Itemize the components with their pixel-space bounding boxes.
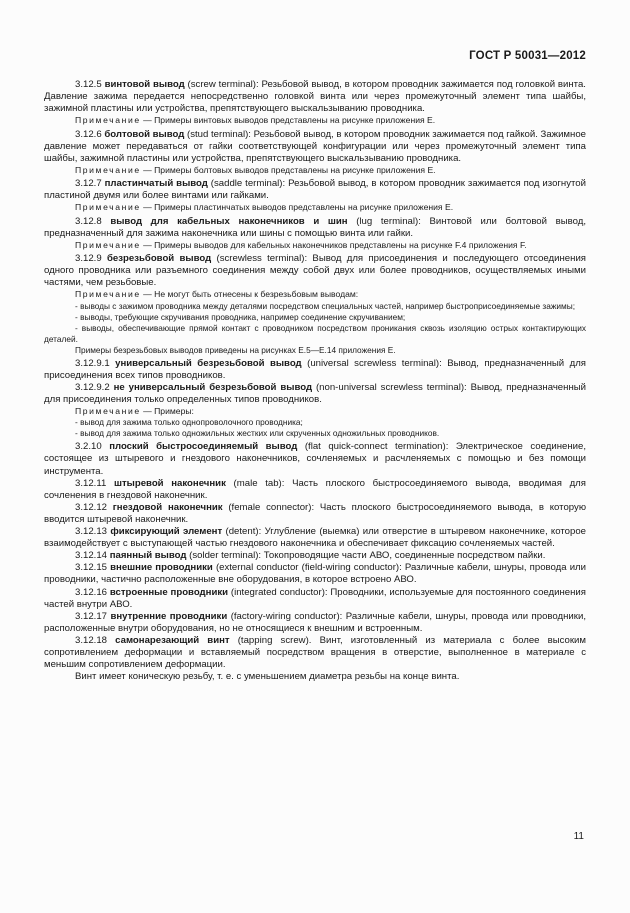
clause-3-12-14: 3.12.14 паянный вывод (solder terminal): Токопроводящие части АВО, соединенные посредством пайки. <box>75 550 546 562</box>
clause-3-12-13: 3.12.13 фиксирующий элемент (detent): Углубление (выемка) или отверстие в штыревом наконечнике, которое взаимодействует с выступающей частью гнездового наконечника и обеспечивает фиксацию сочленяемых частей. <box>44 526 586 550</box>
clause-3-12-18: 3.12.18 самонарезающий винт (tapping screw). Винт, изготовленный из материала с более высоким сопротивлением деформации и вставляемый посредством вращения в отверстие, выполненное в материале с меньшим сопротивлением деформации. <box>44 634 587 671</box>
note-list-item: - вывод для зажима только одножильных жестких или скрученных одножильных проводников. <box>75 428 440 439</box>
clause-3-12-11: 3.12.11 штыревой наконечник (male tab): Часть плоского быстросоединяемого вывода, вводимая для сочленения в гнездовой наконечник. <box>44 477 586 501</box>
note-3-12-8: Примечание — Примеры выводов для кабельных наконечников представлены на рисунке F.4 приложения F. <box>75 239 527 250</box>
clause-3-12-9-1: 3.12.9.1 универсальный безрезьбовой вывод (universal screwless terminal): Вывод, предназначенный для присоединения всех типов проводников. <box>44 357 586 381</box>
clause-3-12-12: 3.12.12 гнездовой наконечник (female connector): Часть плоского быстросоединяемого вывода, в которую вводится штыревой наконечник. <box>44 501 587 525</box>
clause-3-12-8: 3.12.8 вывод для кабельных наконечников и шин (lug terminal): Винтовой или болтовой вывод, предназначенный для зажима наконечника или шины с помощью винта или гайки. <box>44 215 587 239</box>
clause-3-12-17: 3.12.17 внутренние проводники (factory-wiring conductor): Различные кабели, шнуры, провода или проводники, расположенные внутри оборудования, но не относящиеся к внешним и встроенным. <box>44 610 587 634</box>
note-3-12-9: Примечание — Не могут быть отнесены к безрезьбовым выводам: <box>75 289 359 300</box>
note-list-item: - вывод для зажима только однопроволочного проводника; <box>75 417 303 428</box>
clause-3-12-6: 3.12.6 болтовой вывод (stud terminal): Резьбовой вывод, в котором проводник зажимается под гайкой. Зажимное давление может передаваться от гайки соответствующей конфигурации или через промежуточный элемент типа шайбы, зажимной пластины или устройства, препятствующего выскальзыванию проводника. <box>44 128 586 164</box>
clause-3-12-9: 3.12.9 безрезьбовой вывод (screwless terminal): Вывод для присоединения и последующего отсоединения одного проводника или разъемного соединения между собой двух или более проводников, осуществляемых иными частями, чем резьбовые. <box>44 253 586 289</box>
clause-3-12-15: 3.12.15 внешние проводники (external conductor (field-wiring conductor): Различные кабели, шнуры, провода или проводники, частично расположенные вне оборудования, в которое встроено АВО. <box>44 562 587 586</box>
clause-3-12-5: 3.12.5 винтовой вывод (screw terminal): Резьбовой вывод, в котором проводник зажимается под головкой винта. Давление зажима передается непосредственно головкой винта или через промежуточный элемент типа шайбы, зажимной пластины или устройства, препятствующего выскальзыванию проводника. <box>44 79 586 115</box>
note-3-12-5: Примечание — Примеры винтовых выводов представлены на рисунке приложения Е. <box>75 115 436 126</box>
standard-header: ГОСТ Р 50031—2012 <box>469 50 586 62</box>
note-3-12-6: Примечание — Примеры болтовых выводов представлены на рисунке приложения Е. <box>75 164 436 175</box>
note-list-item: - выводы, обеспечивающие прямой контакт с проводником посредством проникания сквозь изоляцию острых контактирующих деталей. <box>44 322 586 344</box>
note-tail: Примеры безрезьбовых выводов приведены на рисунках Е.5—Е.14 приложения Е. <box>75 344 396 355</box>
note-3-12-7: Примечание — Примеры пластинчатых выводов представлены на рисунке приложения Е. <box>75 202 454 213</box>
note-list-item: - выводы с зажимом проводника между деталями посредством специальных частей, например быстроприсоединяемые зажимы; <box>75 300 576 311</box>
note-list-item: - выводы, требующие скручивания проводника, например соединение скручиванием; <box>75 311 406 322</box>
clause-3-12-18-cont: Винт имеет коническую резьбу, т. е. с уменьшением диаметра резьбы на конце винта. <box>75 671 460 683</box>
clause-3-12-9-2: 3.12.9.2 не универсальный безрезьбовой вывод (non-universal screwless terminal): Вывод, предназначенный для присоединения только определенных типов проводников. <box>44 381 586 405</box>
clause-3-12-7: 3.12.7 пластинчатый вывод (saddle terminal): Резьбовой вывод, в котором проводник зажимается под изогнутой пластиной двумя или более винтами или гайками. <box>44 178 586 202</box>
note-3-12-9-2: Примечание — Примеры: <box>75 406 194 417</box>
clause-3-2-10: 3.2.10 плоский быстросоединяемый вывод (flat quick-connect termination): Электрическое соединение, состоящее из штыревого и гнездового наконечников, сочленяемых и расчленяемых с помощью и без помощи инструмента. <box>44 441 586 477</box>
page-number: 11 <box>573 831 584 842</box>
clause-3-12-16: 3.12.16 встроенные проводники (integrated conductor): Проводники, используемые для постоянного соединения частей внутри АВО. <box>44 586 586 610</box>
document-body <box>44 79 586 683</box>
